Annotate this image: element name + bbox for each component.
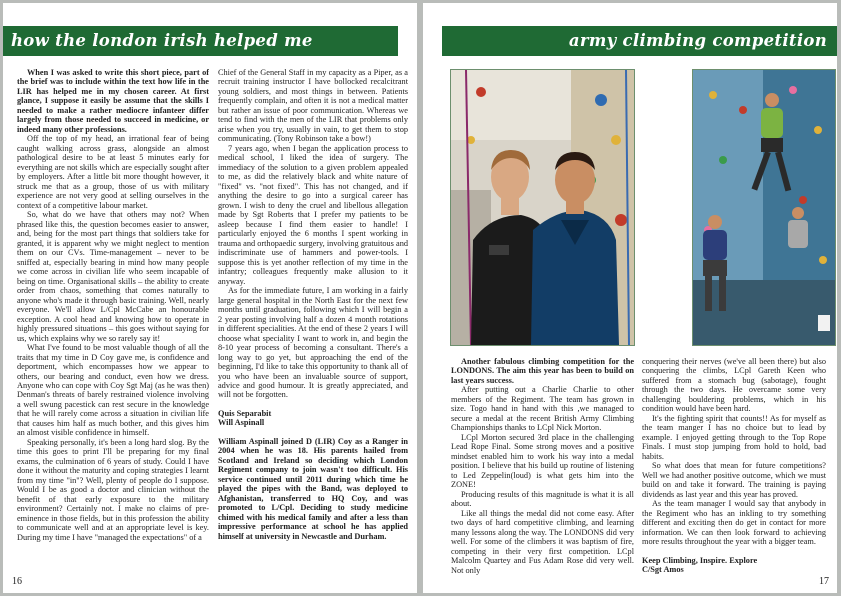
two-climbers-image xyxy=(451,70,634,345)
body-paragraph: C/Sgt Amos xyxy=(642,565,684,575)
page-number: 17 xyxy=(819,576,829,587)
right-column-1 xyxy=(451,357,634,582)
right-page xyxy=(423,3,837,593)
body-paragraph: Keep Climbing, Inspire. Explore xyxy=(642,555,758,565)
body-paragraph: As the team manager I would say that anybody in the Regiment who has an inkling to try something different and exciting then do get in contact for more information. We can then look forward to achieving more results throughout the year with a bigger team. xyxy=(642,499,826,547)
body-paragraph: LCpl Morton secured 3rd place in the challenging Lead Rope Final. Some strong moves and a positive mindset enabled him to work his way into a medal position. I believe that his build up routine of listening to Led Zeppelin(loud) is what gets him into the ZONE! xyxy=(451,432,634,490)
page-number: 16 xyxy=(12,576,22,587)
body-paragraph: Like all things the medal did not come easy. After two days of hard competitive climbing, and learning many lessons along the way. The LONDONS did very well. For some of the climbers it was baptism of fire, competing in their very first competition. LCpl Malcolm Quartey and Fus Adam Rose did very well. Not only xyxy=(451,508,634,575)
body-paragraph: When I was asked to write this short piece, part of the brief was to include within the text how life in the LIR has helped me in my chosen career. At first glance, I suppose it easily be assume that the skills I needed to make a rather mediocre infanteer differ largely from those needed to succeed in medicine, or indeed many other professions. xyxy=(17,68,209,134)
body-paragraph: Off the top of my head, an irrational fear of being caught walking across grass, alongside an almost pathological desire to be at least 5 minutes early for everything are not skills which are especially sought after by employers. After a little bit more thought however, it struck me that as a group, those of us with military experience are not very good at selling ourselves in the context of a competitive labour market. xyxy=(17,134,209,210)
body-paragraph: conquering their nerves (we've all been there) but also conquering the climbs, LCpl Gareth Keen who suffered from a stomach bug (sabotage), fought through the two days. He overcame some very challenging bouldering problems, which in his condition would have been hard. xyxy=(642,357,826,414)
article-title-banner: how the london irish helped me xyxy=(3,26,398,56)
body-paragraph: What I've found to be most valuable though of all the traits that my time in D Coy gave me, is confidence and deportment, which encompasses how we appear to others, our bearing and conduct, even how we dress. Anyone who can cope with Coy Sgt Maj (as he was then) Denman's threats of barely restrained violence involving a well swung pacestick can rest secure in the knowledge that he will rarely come across a situation in civilian life that causes him half as much bother, and this gives him an almost visible confidence in himself. xyxy=(17,343,209,438)
right-column-2 xyxy=(642,357,826,582)
body-paragraph: Speaking personally, it's been a long hard slog. By the time this goes to print I'll be preparing for my final exams, the culmination of 6 years of study. Could I have done it without the maturity and coping strategies I learnt from my time "in"? Well, plenty of people do I suppose. Would I be as good a doctor and clinician without the benefit of that early exposure to the military environment? Certainly not. I make no claims of pre-eminence in those fields, but in this profession the ability to communicate well and at an appropriate level is key. During my time I have "managed the expectations" of a xyxy=(17,437,209,542)
climbing-wall-image xyxy=(693,70,835,345)
article-title-banner: army climbing competition xyxy=(442,26,837,56)
left-page xyxy=(3,3,417,593)
body-paragraph: Will Aspinall xyxy=(218,418,265,428)
body-paragraph: Another fabulous climbing competition for the LONDONS. The aim this year has been to build on last years success. xyxy=(451,357,634,385)
body-paragraph: 7 years ago, when I began the application process to medical school, I liked the idea of surgery. The immediacy of the solution to a given problem appealed to me, as did the relatively black and white nature of "fixed" vs. "not fixed". This has not changed, and if anything the desire to go into a surgical career has grown. I wish to deny the cruel and libellous allegation made by Sgt Roberts that I prefer my patients to be asleep because I find them easier to handle! I particularly enjoyed the 6 months I spent working in trauma and orthopaedic surgery, involving gratuitous and indiscriminate use of hammers and power-tools. I suppose this is yet another reflection of my time in the infantry; colleagues frequently make allusion to it anyway. xyxy=(218,143,408,286)
body-paragraph: Chief of the General Staff in my capacity as a Piper, as a recruit training instructor I have bollocked recalcitrant young soldiers, and most things in between. Patients frequently complain, and often it is not a medical matter but rather an issue of poor communication. Whereas we tend to find with the men of the LIR that problems only arise when you try, usually in vain, to get them to stop communicating. (Tony Robinson take a bow!) xyxy=(218,68,408,144)
body-paragraph: It's the fighting spirit that counts!! As for myself as the team manger I has no choice but to lead by example. I enjoyed getting through to the Top Rope Finals. I must stop jumping from hold to hold, bad habits. xyxy=(642,413,826,461)
body-paragraph: So what does that mean for future competitions? Well we had another positive outcome, which we must build on and take it forward. The training is paying dividends as last year and this year has proved. xyxy=(642,461,826,499)
climbing-wall-photo xyxy=(692,69,836,346)
body-paragraph: As for the immediate future, I am working in a fairly large general hospital in the North East for the next few months until graduation, following which I will begin a 2 year posting involving half a dozen 4 month rotations in different specialities. At the end of these 2 years I will choose what speciality I want to work in, and begin the 8-10 year process of becoming a consultant. There's a long way to go yet, but approaching the end of the beginning, I'd like to take this opportunity to thank all of you who have been an invaluable source of support, advice and good humour. It is greatly appreciated, and will not be forgotten. xyxy=(218,286,408,400)
body-paragraph: So, what do we have that others may not? When phrased like this, the question becomes easier to answer, and, being for the most part things that soldiers take for granted, it is apparent why we might neglect to mention them on our CVs. Time-management – never to be sniffed at, especially bearing in mind how many people we come across in civilian life who seem incapable of being on time. Organisational skills – the ability to create order from chaos, something that comes naturally to anyone who's made it through basic training. Well, nearly everyone. We'll allow L/Cpl McCabe an honourable exception. A cool head and knowing how to operate in highly pressured situations – this goes without saying for us, which explains why we so rarely say it! xyxy=(17,210,209,343)
two-climbers-photo xyxy=(450,69,635,346)
body-paragraph: William Aspinall joined D (LIR) Coy as a Ranger in 2004 when he was 18. His parents hailed from Scotland and Ireland so deciding which London Regiment company to join wasn't too difficult. His service continued until 2011 during which time he played the pipes with the Band, was deployed to Afghanistan, transferred to HQ Coy, and was promoted to L/Cpl. Deciding to study medicine chimed with his medical family and after a less than impressive performance at school he has applied himself at university in Newcastle and Durham. xyxy=(218,436,408,541)
left-column-1 xyxy=(17,68,209,582)
body-paragraph: Quis Separabit xyxy=(218,408,272,418)
left-column-2 xyxy=(218,68,408,582)
body-paragraph: Producing results of this magnitude is what it is all about. xyxy=(451,489,634,509)
body-paragraph: After putting out a Charlie Charlie to other members of the Regiment. The team has grown in size. Togo hand in hand with this ,we managed to secure a medal at the recent British Army Climbing Championships thanks to LCpl Nick Morton. xyxy=(451,385,634,433)
